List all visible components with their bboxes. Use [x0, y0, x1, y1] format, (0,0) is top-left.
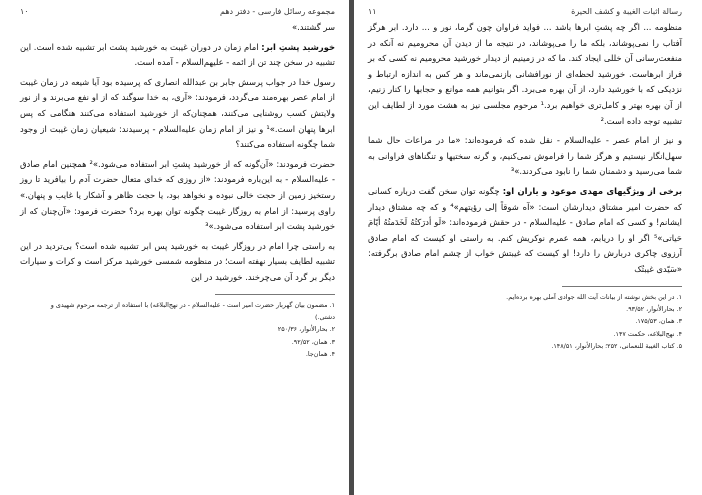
right-page — [354, 0, 702, 495]
paragraph: و نیز از امام عصر - علیه‌السلام - نقل شده که فرموده‌اند: «ما در مراعات حال شما سهل‌انگار نیستیم و هرگز شما را فراموش نمی‌کنیم، و گرنه سختیها و تنگناهای فراوانی به شما می‌رسید و دشمنان شما را نابود می‌کردند.»³ — [368, 135, 682, 177]
paragraph: سر گشتند.» — [292, 22, 335, 32]
footnote-rule — [562, 286, 682, 287]
paragraph: به راستی چرا امام در روزگار غیبت به خورشید پس ابر تشبیه شده است؟ بی‌تردید در این تشبیه لطایف بسیار نهفته است؛ در منظومه شمسی خورشید مرکز است و کرات و سیارات دیگر بر گرد آن می‌چرخند. خورشید در این — [20, 240, 335, 282]
left-page — [0, 0, 349, 495]
footnote: دشتی.) — [315, 312, 335, 321]
footnote: ۳. همان، ۱۷۵/۵۳. — [635, 317, 682, 326]
section-heading: برخی از ویژگیهای مهدی موعود و یاران او: — [502, 185, 683, 196]
section-heading: خورشید پشتِ ابر: — [261, 41, 335, 52]
paragraph: حضرت فرمودند: «آن‌گونه که از خورشید پشتِ ابر استفاده می‌شود.»² همچنین امام صادق - علیه‌السلام - به این‌باره فرمودند: «از روزی که خدای متعال حضرت آدم را بیافرید تا روز رستخیز زمین از حجت خالی نبوده و نخواهد بود، یا حجت ظاهر و آشکار یا غایب و پنهان.» راوی پرسید: از امام به روزگار غیبت چگونه توان بهره برد؟ حضرت فرمود: «آن‌چنان که از خورشید پشت ابر استفاده می‌شود.»³ — [20, 158, 335, 232]
footnote: ۱. در این بخش نوشته از بیانات آیت الله جوادی آملی بهره برده‌ایم. — [506, 292, 682, 301]
footnote: ۱. مضمون بیان گهربار حضرت امیر است - علیه‌السلام - در نهج‌البلاغه) با استفاده از ترجمه مرحوم شهیدی و — [50, 300, 335, 309]
footnote: ۴. نهج‌البلاغه، حکمت ۱۴۷. — [613, 329, 682, 338]
paragraph: خورشید پشتِ ابر: امام زمان در دوران غیبت به خورشید پشت ابر تشبیه شده است. این تشبیه در سخن چند تن از ائمه - علیهم‌السلام - آمده است. — [20, 41, 335, 68]
left-body-text — [20, 20, 335, 286]
right-page-number: ۱۱ — [368, 7, 377, 16]
footnote: ۳. همان، ۹۲/۵۲. — [291, 337, 335, 346]
paragraph: برخی از ویژگیهای مهدی موعود و یاران او: چگونه توان سخن گفت درباره کسانی که حضرت امیر مشتاق دیدارشان است: «آه شوقاً إلی رؤیتهم»⁴ و که چه مشتاق دیدار ایشانم! و کسی که امام صادق - علیه‌السلام - در حقش فرموده‌اند: «لَو أدرَکتُهُ لَخَدَمتُهُ أیّامَ حَیاتی»⁵ اگر او را دریابم، همه عمرم نوکریش کنم. به راستی او کیست که امام صادق آرزوی چاکری دربارش را دارد! او کیست که غیبتش خواب از چشم امام صادق برگرفته: «سَیّدی غیبتُک — [368, 185, 683, 274]
left-page-number: ۱۰ — [20, 7, 29, 16]
paragraph: منظومه ... اگر چه پشتِ ابرها باشد ... فواید فراوان چون گرما، نور و ... دارد. ابر هرگز آفتاب را نمی‌پوشاند، بلکه ما را می‌پوشاند، در نتیجه ما از دیدن آن محرومیم نه آنکه در منفعت‌رسانی آن خللی ایجاد کند. ما که در زمینیم از دیدار خورشید محرومیم نه کسی که بر فراز ابرهاست. خورشید لحظه‌ای از نورافشانی بازنمی‌ماند و هر کس به اندازه ارتباط و نزدیکی که با خورشید دارد، از آن بهره می‌برد. اگر بتوانیم همه موانع و حجابها را کنار زنیم، از آن بهره بهتر و کامل‌تری خواهیم برد.¹ مرحوم مجلسی نیز به هشت مورد از لطایف این تشبیه توجه داده است.² — [368, 22, 682, 126]
right-footnotes — [368, 291, 682, 353]
left-footnotes — [20, 299, 335, 361]
footnote: ۲. بحارالأنوار، ۹۳/۵۲. — [626, 304, 682, 313]
paragraph: رسول خدا در جواب پرسش جابر بن عبدالله انصاری که پرسیده بود آیا شیعه در زمان غیبت از امام عصر بهره‌مند می‌گردد، فرمودند: «آری، به خدا سوگند که از او نفع می‌برند و از نور ولایتش کسب روشنایی می‌کنند، همچنان‌که از خورشید استفاده می‌کنند هنگامی که پس ابرها پنهان است.»¹ و نیز از امام زمان علیه‌السلام - پرسیدند: شیعیان زمان غیبت از وجود شما چگونه استفاده می‌کنند؟ — [20, 76, 335, 150]
right-running-title: رسالة اثبات الغيبة و كشف الحيرة — [571, 7, 682, 16]
right-running-head — [368, 4, 682, 20]
left-running-head — [20, 4, 335, 20]
right-body-text — [368, 20, 682, 278]
footnote-rule — [215, 294, 335, 295]
footnote: ۵. کتاب الغیبة للنعمانی، ۲۵۲؛ بحارالأنوار، ۱۴۸/۵۱. — [551, 342, 682, 351]
footnote: ۴. همان‌جا. — [305, 350, 335, 359]
footnote: ۲. بحارالأنوار، ۲۵۰/۳۶ — [277, 325, 335, 334]
left-running-title: مجموعه رسائل فارسی - دفتر دهم — [220, 7, 335, 16]
